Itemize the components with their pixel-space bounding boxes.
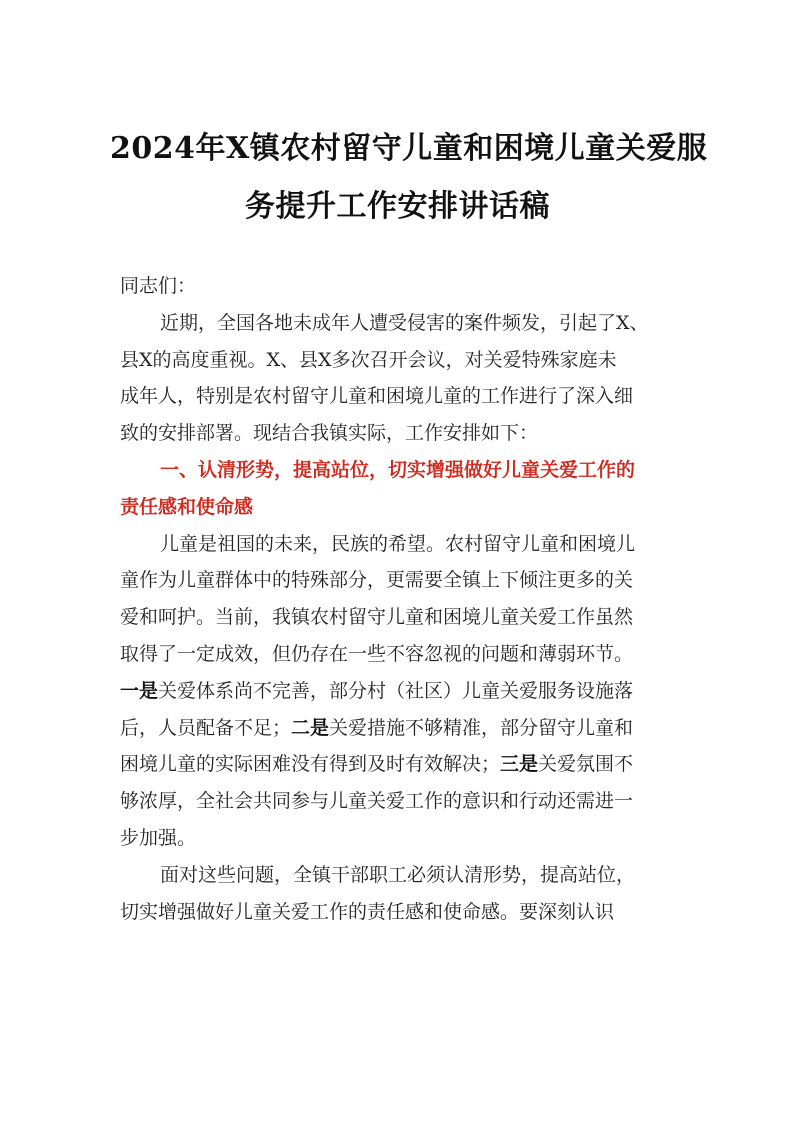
paragraph-2-line-6-text-a: 后，人员配备不足； [120, 716, 292, 739]
paragraph-2-line-5-text: 关爱体系尚不完善，部分村（社区）儿童关爱服务设施落 [158, 679, 634, 702]
paragraph-2-line-2: 童作为儿童群体中的特殊部分，更需要全镇上下倾注更多的关 [120, 569, 634, 592]
paragraph-3-line-1: 面对这些问题，全镇干部职工必须认清形势，提高站位， [160, 863, 636, 886]
document-body [120, 268, 680, 930]
paragraph-2-line-6-text-b: 关爱措施不够精准，部分留守儿童和 [329, 716, 634, 739]
paragraph-1-line-3: 成年人，特别是农村留守儿童和困境儿童的工作进行了深入细 [120, 385, 634, 408]
paragraph-1-line-2: 县X的高度重视。X、县X多次召开会议，对关爱特殊家庭未 [120, 348, 617, 371]
title-line-2: 务提升工作安排讲话稿 [245, 189, 550, 224]
section-heading-1-line-1: 一、认清形势，提高站位，切实增强做好儿童关爱工作的 [160, 458, 636, 481]
paragraph-2-line-4: 取得了一定成效，但仍存在一些不容忽视的问题和薄弱环节。 [120, 642, 634, 665]
paragraph-2-line-5 [120, 673, 680, 710]
salutation: 同志们： [120, 275, 197, 297]
document-title [110, 120, 708, 236]
emphasis-second: 二是 [291, 716, 330, 739]
paragraph-2-line-7 [120, 746, 680, 783]
paragraph-3-line-2: 切实增强做好儿童关爱工作的责任感和使命感。要深刻认识 [120, 900, 615, 923]
emphasis-first: 一是 [120, 679, 159, 702]
paragraph-2-line-8: 够浓厚，全社会共同参与儿童关爱工作的意识和行动还需进一 [120, 790, 634, 813]
paragraph-2-line-6 [120, 710, 680, 747]
paragraph-1-line-1: 近期，全国各地未成年人遭受侵害的案件频发，引起了X、 [160, 311, 649, 334]
section-heading-1-line-2: 责任感和使命感 [120, 495, 254, 518]
paragraph-2-line-9: 步加强。 [120, 826, 197, 849]
title-line-1: 2024年X镇农村留守儿童和困境儿童关爱服 [110, 131, 708, 166]
emphasis-third: 三是 [500, 753, 539, 776]
paragraph-2-line-1: 儿童是祖国的未来，民族的希望。农村留守儿童和困境儿 [160, 532, 636, 555]
paragraph-2-line-7-text-a: 困境儿童的实际困难没有得到及时有效解决； [120, 753, 501, 776]
paragraph-2-line-3: 爱和呵护。当前，我镇农村留守儿童和困境儿童关爱工作虽然 [120, 606, 634, 629]
paragraph-2-line-7-text-b: 关爱氛围不 [538, 753, 634, 776]
paragraph-1-line-4: 致的安排部署。现结合我镇实际，工作安排如下： [120, 422, 539, 445]
